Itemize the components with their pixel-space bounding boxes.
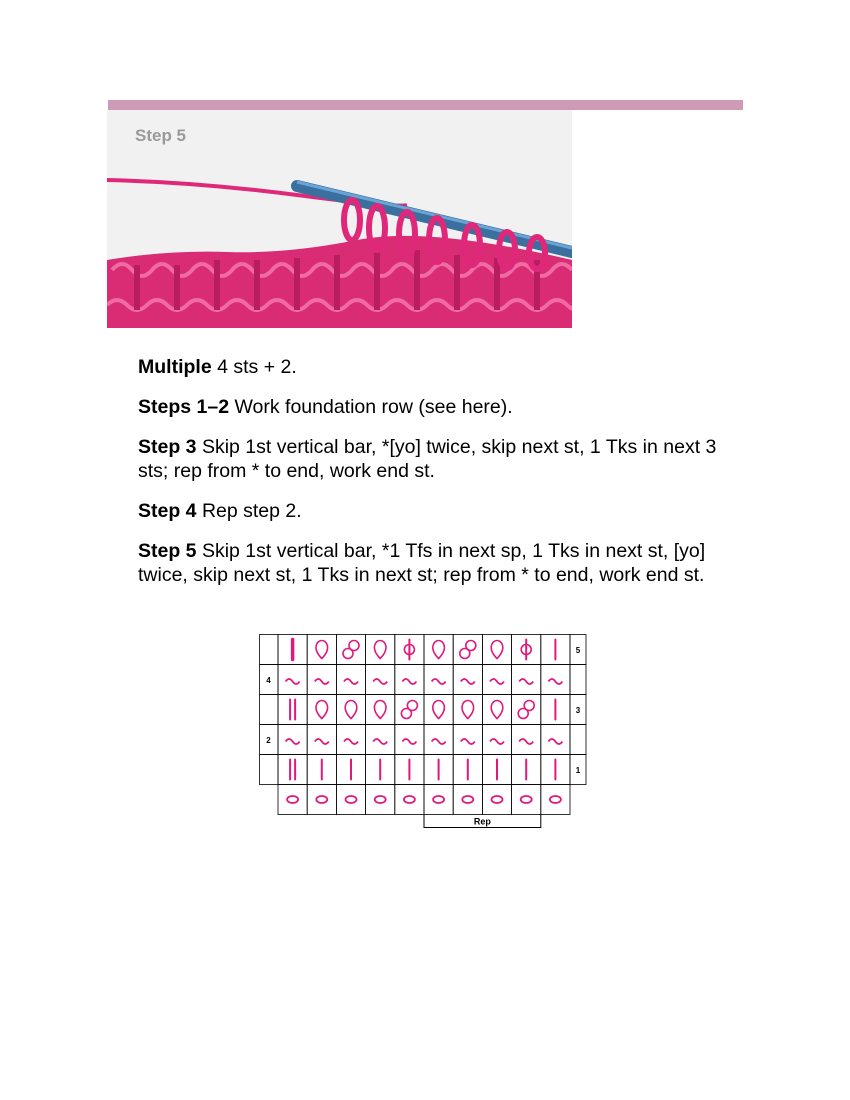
stitch-loop [491, 641, 503, 659]
stitch-oval [404, 796, 415, 803]
row-label-cell-left [260, 695, 279, 725]
chart-cell [366, 635, 395, 665]
chart-cell [482, 665, 511, 695]
paragraph-step-3 [138, 435, 748, 483]
stitch-wave [490, 739, 504, 744]
chart-cell [541, 725, 570, 755]
stitch-wave [519, 679, 533, 684]
chart-cell [541, 665, 570, 695]
stitch-wave [432, 679, 446, 684]
stitch-wave [344, 679, 358, 684]
row-label-cell-right [570, 725, 586, 755]
paragraph-text: Rep step 2. [196, 500, 302, 522]
row-number: 3 [575, 706, 581, 715]
chart-cell [424, 635, 453, 665]
paragraph-text: Skip 1st vertical bar, *[yo] twice, skip next st, 1 Tks in next 3 sts; rep from * to end, work end st. [138, 436, 717, 482]
stitch-wave [402, 679, 416, 684]
stitch-wave [519, 739, 533, 744]
row-label-cell-left [260, 635, 279, 665]
chart-cell [395, 665, 424, 695]
chart-cell [512, 725, 541, 755]
row-number: 5 [575, 646, 581, 655]
paragraph-label: Step 5 [138, 540, 197, 562]
chart-cell [424, 725, 453, 755]
chart-cell [482, 725, 511, 755]
stitch-oval [521, 796, 532, 803]
chart-cell [278, 725, 307, 755]
step-5-photo [107, 110, 572, 328]
paragraph-label: Step 3 [138, 436, 197, 458]
chart-cell [453, 785, 482, 815]
stitch-wave [461, 679, 475, 684]
chart-cell [424, 695, 453, 725]
stitch-loop [374, 701, 386, 719]
chart-cell [512, 785, 541, 815]
chart-cell [307, 695, 336, 725]
stitch-oval [346, 796, 357, 803]
chart-cell [395, 725, 424, 755]
stitch-double-loop [349, 641, 359, 651]
repeat-label: Rep [473, 816, 491, 827]
stitch-wave [315, 679, 329, 684]
paragraph-step-5 [138, 539, 728, 587]
paragraph-label: Multiple [138, 356, 212, 378]
paragraph-text: Work foundation row (see here). [229, 396, 513, 418]
chart-cell [307, 665, 336, 695]
chart-cell [278, 665, 307, 695]
paragraph-step-4 [138, 499, 748, 523]
stitch-wave [548, 739, 562, 744]
photo-step-label: Step 5 [135, 126, 187, 145]
stitch-wave [402, 739, 416, 744]
row-number: 4 [266, 676, 271, 685]
chart-cell [453, 665, 482, 695]
chart-cell [482, 785, 511, 815]
chart-cell [307, 785, 336, 815]
stitch-wave [373, 679, 387, 684]
paragraph-multiple [138, 355, 748, 379]
stitch-oval [316, 796, 327, 803]
stitch-wave [490, 679, 504, 684]
chart-cell [424, 665, 453, 695]
paragraph-label: Steps 1–2 [138, 396, 230, 418]
chart-cell [482, 695, 511, 725]
stitch-oval [375, 796, 386, 803]
stitch-wave [548, 679, 562, 684]
row-label-cell-right [570, 665, 586, 695]
paragraph-steps-1-2 [138, 395, 748, 419]
stitch-wave [315, 739, 329, 744]
stitch-loop [345, 701, 357, 719]
chart-cell [278, 755, 307, 785]
stitch-double-loop [466, 641, 476, 651]
chart-cell [307, 635, 336, 665]
stitch-loop [491, 701, 503, 719]
chart-cell [336, 665, 365, 695]
paragraph-label: Step 4 [138, 500, 197, 522]
chart-cell [336, 725, 365, 755]
stitch-wave [286, 739, 300, 744]
chart-cell [307, 725, 336, 755]
chart-cell [366, 665, 395, 695]
stitch-oval [287, 796, 298, 803]
header-bar [108, 100, 743, 110]
paragraph-text: 4 sts + 2. [211, 356, 297, 378]
chart-cell [541, 785, 570, 815]
stitch-oval [492, 796, 503, 803]
stitch-wave [344, 739, 358, 744]
chart-cell [366, 725, 395, 755]
stitch-oval [550, 796, 561, 803]
stitch-oval [462, 796, 473, 803]
stitch-wave [286, 679, 300, 684]
chart-cell [336, 785, 365, 815]
stitch-loop [462, 701, 474, 719]
chart-cell [453, 695, 482, 725]
row-number: 2 [266, 736, 271, 745]
stitch-wave [461, 739, 475, 744]
chart-cell [366, 785, 395, 815]
row-number: 1 [575, 766, 581, 775]
stitch-double-loop [524, 701, 534, 711]
chart-cell [395, 785, 424, 815]
chart-cell [482, 635, 511, 665]
chart-cell [336, 695, 365, 725]
stitch-double-loop [407, 701, 417, 711]
row-label-cell-left [260, 755, 279, 785]
paragraph-text: Skip 1st vertical bar, *1 Tfs in next sp, 1 Tks in next st, [yo] twice, skip next st, 1 Tks in next st; rep from * to end, work end st. [138, 540, 706, 586]
stitch-oval [433, 796, 444, 803]
stitch-loop [433, 641, 445, 659]
stitch-wave [373, 739, 387, 744]
chart-cell [453, 725, 482, 755]
stitch-loop [433, 701, 445, 719]
chart-cell [512, 665, 541, 695]
stitch-loop [374, 641, 386, 659]
chart-cell [366, 695, 395, 725]
stitch-loop [316, 701, 328, 719]
stitch-loop [316, 641, 328, 659]
stitch-chart [259, 634, 594, 834]
stitch-wave [432, 739, 446, 744]
chart-cell [278, 695, 307, 725]
chart-cell [278, 785, 307, 815]
chart-cell [424, 785, 453, 815]
